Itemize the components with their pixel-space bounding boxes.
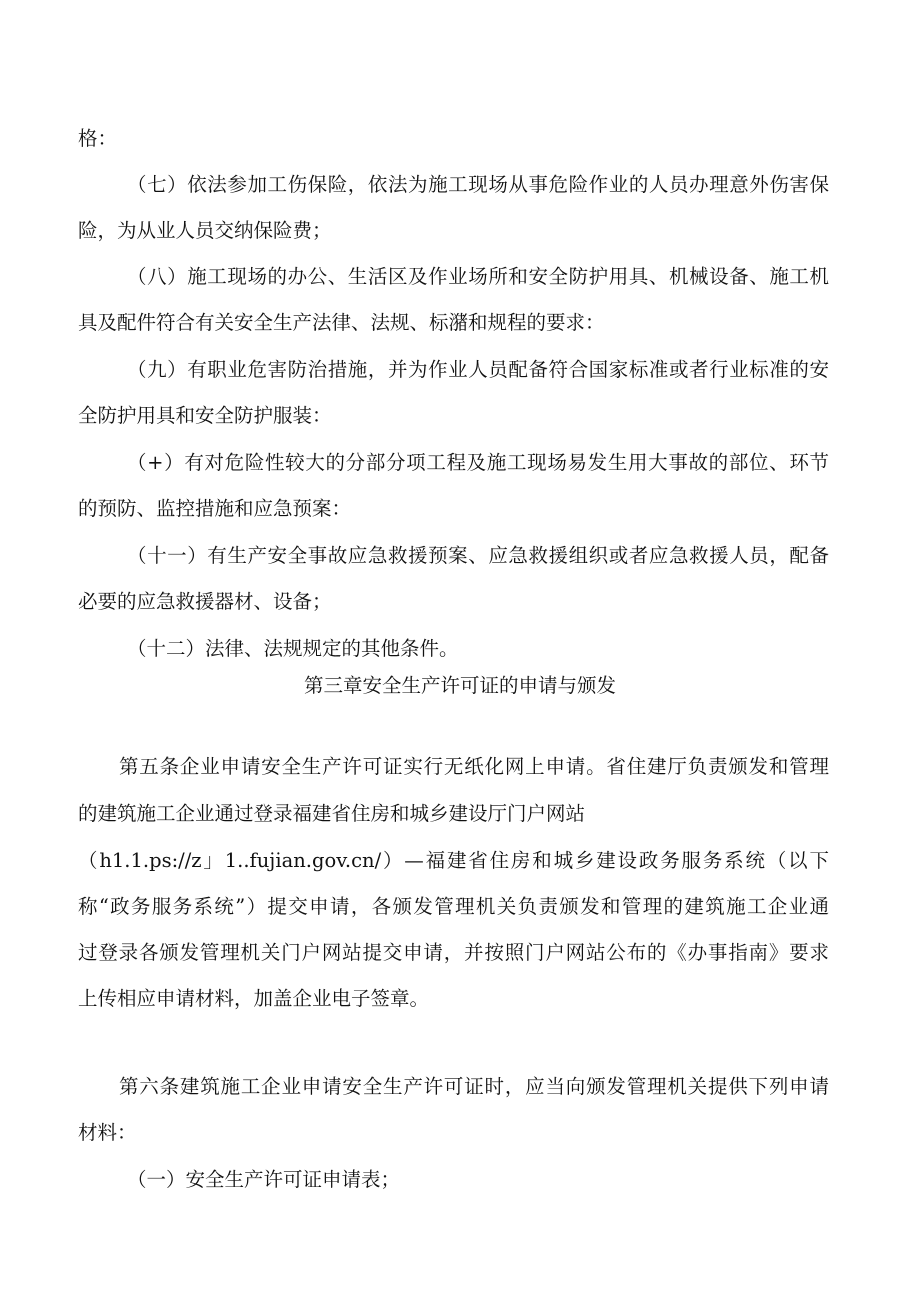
text-line: 全防护用具和安全防护服装： <box>78 404 332 427</box>
text-line: （+）有对危险性较大的分部分项工程及施工现场易发生用大事故的部位、环节 <box>127 451 829 474</box>
text-line: 格： <box>78 127 118 150</box>
text-line: （九）有职业危害防治措施，并为作业人员配备符合国家标准或者行业标准的安 <box>127 358 829 381</box>
text-line: （八）施工现场的办公、生活区及作业场所和安全防护用具、机械设备、施工机 <box>127 265 829 288</box>
text-line: 具及配件符合有关安全生产法律、法规、标潴和规程的要求： <box>78 311 605 334</box>
text-line: 过登录各颁发管理机关门户网站提交申请，并按照门户网站公布的《办事指南》要求 <box>78 941 829 964</box>
text-line: （十二）法律、法规规定的其他条件。 <box>127 637 459 660</box>
text-line: （七）依法参加工伤保险，依法为施工现场从事危险作业的人员办理意外伤害保 <box>127 173 829 196</box>
text-line: （一）安全生产许可证申请表； <box>127 1168 401 1191</box>
text-line: 第五条企业申请安全生产许可证实行无纸化网上申请。省住建厅负责颁发和管理 <box>119 755 829 778</box>
text-line: 称“政务服务系统”）提交申请，各颁发管理机关负责颁发和管理的建筑施工企业通 <box>78 895 829 918</box>
chapter-heading: 第三章安全生产许可证的申请与颁发 <box>303 674 616 697</box>
text-line: 上传相应申请材料，加盖企业电子签章。 <box>78 987 430 1010</box>
text-line: 险，为从业人员交纳保险费； <box>78 219 332 242</box>
text-line: 材料： <box>78 1121 137 1144</box>
text-line: 的预防、监控措施和应急预案： <box>78 497 352 520</box>
text-line: （十一）有生产安全事故应急救援预案、应急救援组织或者应急救援人员，配备 <box>127 544 829 567</box>
text-line: 必要的应急救援器材、设备； <box>78 590 332 613</box>
text-line: 的建筑施工企业通过登录福建省住房和城乡建设厅门户网站 <box>78 802 586 825</box>
text-line: 第六条建筑施工企业申请安全生产许可证时，应当向颁发管理机关提供下列申请 <box>119 1075 829 1098</box>
text-line: （h1.1.ps://z」1..fujian.gov.cn/）—福建省住房和城乡建设政务服务系统（以下 <box>78 849 829 872</box>
